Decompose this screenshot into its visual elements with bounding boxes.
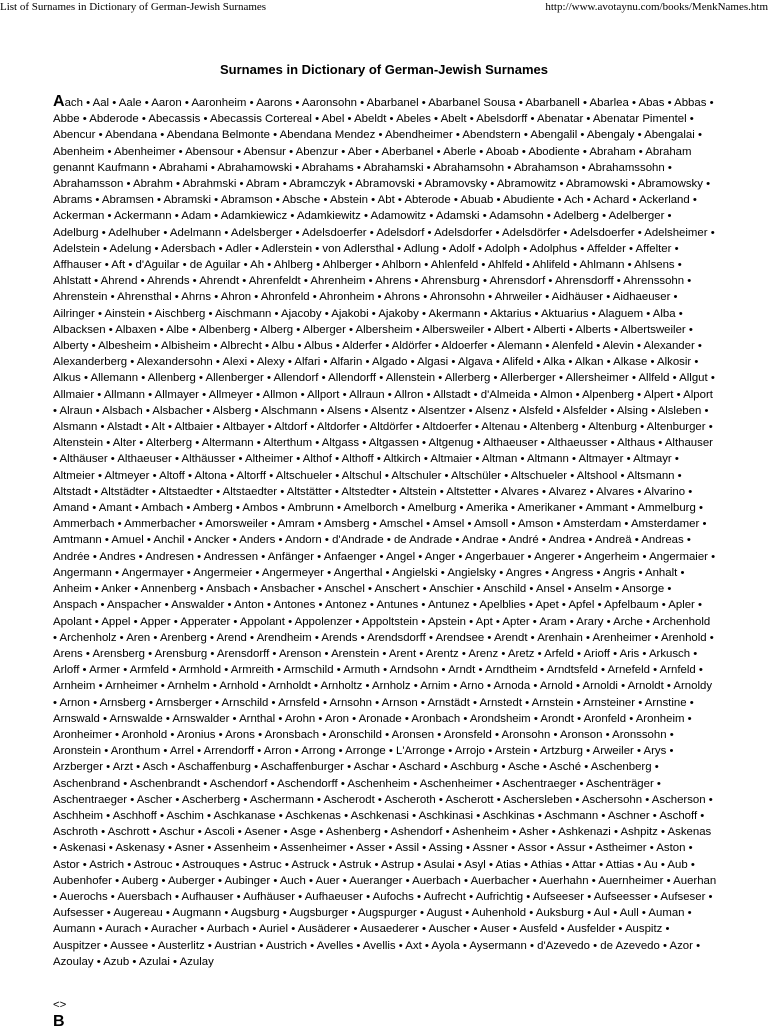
next-section-initial: B — [53, 1013, 65, 1030]
page-url: http://www.avotaynu.com/books/MenkNames.htm — [545, 1, 768, 13]
surname-paragraph — [53, 95, 717, 970]
nav-links[interactable]: <> — [53, 999, 67, 1011]
surname-list-a — [53, 95, 717, 970]
surname-entries: ach • Aal • Aale • Aaron • Aaronheim • Aarons • Aaronsohn • Abarbanel • Abarbanel Sousa • Abarbanell • Abarlea • Abas • Abbas • Abbe • Abderode • Abecassis • Abecassis Cortereal • Abel • Abeldt • Abeles • Abelt • Abelsdorff • Abenatar • Abenatar Pimentel • Abencur • Abendana • Abendana Belmonte • Abendana Mendez • Abendheimer • Abendstern • Abengalil • Abengaly • Abengalai • Abenheim • Abenheimer • Abensour • Abensur • Abenzur • Aber • Aberbanel • Aberle • Aboab • Abodiente • Abraham • Abraham genannt Kaufmann • Abrahami • Abrahamowski • Abrahams • Abrahamski • Abrahamsohn • Abrahamson • Abrahamssohn • Abrahamsson • Abrahm • Abrahmski • Abram • Abramczyk • Abramovski • Abramovsky • Abramowitz • Abramowski • Abramowsky • Abrams • Abramsen • Abramski • Abramson • Absche • Abstein • Abt • Abterode • Abuab • Abudiente • Ach • Achard • Ackerland • Ackerman • Ackermann • Adam • Adamkiewicz • Adamkiewitz • Adamowitz • Adamski • Adamsohn • Adelberg • Adelberger • Adelburg • Adelhuber • Adelmann • Adelsberger • Adelsdoerfer • Adelsdorf • Adelsdorfer • Adelsdörfer • Adelsdoerfer • Adelsheimer • Adelstein • Adelung • Adersbach • Adler • Adlerstein • von Adlersthal • Adlung • Adolf • Adolph • Adolphus • Affelder • Affelter • Affhauser • Aft • d'Aguilar • de Aguilar • Ah • Ahlberg • Ahlberger • Ahlborn • Ahlenfeld • Ahlfeld • Ahlifeld • Ahlmann • Ahlsens • Ahlstatt • Ahrend • Ahrends • Ahrendt • Ahrenfeldt • Ahrenheim • Ahrens • Ahrensburg • Ahrensdorf • Ahrensdorff • Ahrenssohn • Ahrenstein • Ahrensthal • Ahrns • Ahron • Ahronfeld • Ahronheim • Ahrons • Ahronsohn • Ahrweiler • Aidhäuser • Aidhaeuser • Ailringer • Ainstein • Aischberg • Aischmann • Ajacoby • Ajakobi • Ajakoby • Akermann • Aktarius • Aktuarius • Alaguem • Alba • Albacksen • Albaxen • Albe • Albenberg • Alberg • Alberger • Albersheim • Albersweiler • Albert • Alberti • Alberts • Albertsweiler • Alberty • Albesheim • Albisheim • Albrecht • Albu • Albus • Alderfer • Aldörfer • Aldoerfer • Alemann • Alenfeld • Alevin • Alexander • Alexanderberg • Alexandersohn • Alexi • Alexy • Alfari • Alfarin • Algado • Algasi • Algava • Alifeld • Alka • Alkan • Alkase • Alkosir • Alkus • Allemann • Allenberg • Allenberger • Allendorf • Allendorff • Allenstein • Allerberg • Allerberger • Allersheimer • Allfeld • Allgut • Allmaier • Allmann • Allmayer • Allmeyer • Allmon • Allport • Allraun • Allron • Allstadt • d'Almeida • Almon • Alpenberg • Alpert • Alport • Alraun • Alsbach • Alsbacher • Alsberg • Alschmann • Alsens • Alsentz • Alsentzer • Alsenz • Alsfeld • Alsfelder • Alsing • Alsleben • Alsmann • Alstadt • Alt • Altbaier • Altbayer • Altdorf • Altdorfer • Altdörfer • Altdoerfer • Altenau • Altenberg • Altenburg • Altenburger • Altenstein • Alter • Alterberg • Altermann • Alterthum • Altgass • Altgassen • Altgenug • Althaeuser • Althaeusser • Althaus • Althauser • Althäuser • Althaeuser • Althäusser • Altheimer • Althof • Althoff • Altkirch • Altmaier • Altman • Altmann • Altmayer • Altmayr • Altmeier • Altmeyer • Altoff • Altona • Altorff • Altschueler • Altschul • Altschuler • Altschüler • Altschueler • Altshool • Altsmann • Altstadt • Altstädter • Altstaedter • Altstaedter • Altstätter • Altstedter • Altstein • Altstetter • Alvares • Alvarez • Alvares • Alvarino • Amand • Amant • Ambach • Amberg • Ambos • Ambrunn • Amelborch • Amelburg • Amerika • Amerikaner • Ammant • Ammelburg • Ammerbach • Ammerbacher • Amorsweiler • Amram • Amsberg • Amschel • Amsel • Amsoll • Amson • Amsterdam • Amsterdamer • Amtmann • Amuel • Anchil • Ancker • Anders • Andorn • d'Andrade • de Andrade • Andrae • André • Andrea • Andreä • Andreas • Andrée • Andres • Andresen • Andressen • Anfänger • Anfaenger • Angel • Anger • Angerbauer • Angerer • Angerheim • Angermaier • Angermann • Angermayer • Angermeier • Angermeyer • Angerthal • Angielski • Angielsky • Angres • Angress • Angris • Anhalt • Anheim • Anker • Annenberg • Ansbach • Ansbacher • Anschel • Anschert • Anschier • Anschild • Ansel • Anselm • Ansorge • Anspach • Anspacher • Answalder • Anton • Antones • Antonez • Antunes • Antunez • Apelblies • Apet • Apfel • Apfelbaum • Apler • Apolant • Appel • Apper • Apperater • Appolant • Appolenzer • Appoltstein • Apstein • Apt • Apter • Aram • Arary • Arche • Archenhold • Archenholz • Aren • Arenberg • Arend • Arendheim • Arends • Arendsdorff • Arendsee • Arendt • Arenhain • Arenheimer • Arenhold • Arens • Arensberg • Arensburg • Arensdorff • Arenson • Arenstein • Arent • Arentz • Arenz • Aretz • Arfeld • Arioff • Aris • Arkusch • Arloff • Armer • Armfeld • Armhold • Armreith • Armschild • Armuth • Arndsohn • Arndt • Arndtheim • Arndtsfeld • Arnefeld • Arnfeld • Arnheim • Arnheimer • Arnhelm • Arnhold • Arnholdt • Arnholtz • Arnholz • Arnim • Arno • Arnoda • Arnold • Arnoldi • Arnoldt • Arnoldy • Arnon • Arnsberg • Arnsberger • Arnschild • Arnsfeld • Arnsohn • Arnson • Arnstädt • Arnstedt • Arnstein • Arnsteiner • Arnstine • Arnswald • Arnswalde • Arnswalder • Arnthal • Arohn • Aron • Aronade • Aronbach • Arondsheim • Arondt • Aronfeld • Aronheim • Aronheimer • Aronhold • Aronius • Arons • Aronsbach • Aronschild • Aronsen • Aronsfeld • Aronsohn • Aronson • Aronssohn • Aronstein • Aronthum • Arrel • Arrendorff • Arron • Arrong • Arronge • L'Arronge • Arrojo • Arstein • Artzburg • Arweiler • Arys • Arzberger • Arzt • Asch • Aschaffenburg • Aschaffenburger • Aschar • Aschard • Aschburg • Asche • Asché • Aschenberg • Aschenbrand • Aschenbrandt • Aschendorf • Aschendorff • Aschenheim • Aschenheimer • Aschentraeger • Aschenträger • Aschentraeger • Ascher • Ascherberg • Aschermann • Ascherodt • Ascheroth • Ascherott • Aschersleben • Aschersohn • Ascherson • Aschheim • Aschhoff • Aschim • Aschkanase • Aschkenas • Aschkenasi • Aschkinasi • Aschkinas • Aschmann • Aschner • Aschoff • Aschroth • Aschrott • Aschur • Ascoli • Asener • Asge • Ashenberg • Ashendorf • Ashenheim • Asher • Ashkenazi • Ashpitz • Askenas • Askenasi • Askenasy • Asner • Assenheim • Assenheimer • Asser • Assil • Assing • Assner • Assor • Assur • Astheimer • Aston • Astor • Astrich • Astrouc • Astrouques • Astruc • Astruck • Astruk • Astrup • Asulai • Asyl • Atias • Athias • Attar • Attias • Au • Aub • Aubenhofer • Auberg • Auberger • Aubinger • Auch • Auer • Aueranger • Auerbach • Auerbacher • Auerhahn • Auernheimer • Auerhan • Auerochs • Auersbach • Aufhauser • Aufhäuser • Aufhaeuser • Aufochs • Aufrecht • Aufrichtig • Aufseeser • Aufseesser • Aufseser • Aufsesser • Augereau • Augmann • Augsburg • Augsburger • Augspurger • August • Auhenhold • Auksburg • Aul • Aull • Auman • Aumann • Aurach • Auracher • Aurbach • Auriel • Ausäderer • Ausaederer • Auscher • Auser • Ausfeld • Ausfelder • Auspitz • Auspitzer • Aussee • Austerlitz • Austrian • Austrich • Avelles • Avellis • Axt • Ayola • Aysermann • d'Azevedo • de Azevedo • Azor • Azoulay • Azub • Azulai • Azulay — [53, 97, 717, 968]
drop-initial: A — [53, 93, 65, 110]
print-header — [0, 0, 768, 14]
page-title-header: List of Surnames in Dictionary of German-Jewish Surnames — [0, 1, 267, 13]
page-title: Surnames in Dictionary of German-Jewish Surnames — [220, 62, 548, 77]
